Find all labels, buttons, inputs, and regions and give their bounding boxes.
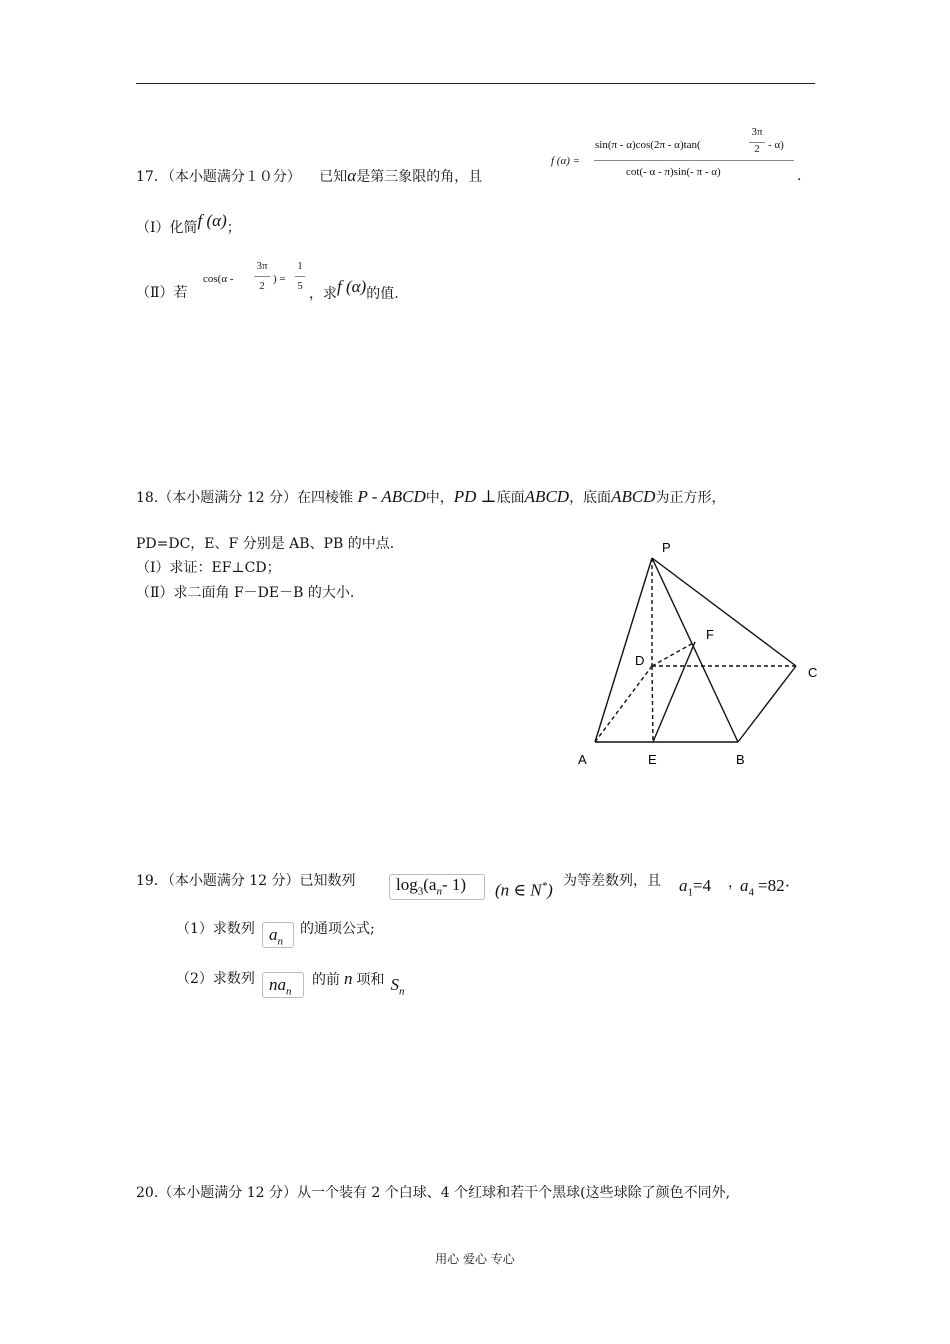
edge-BC [738,666,796,742]
edge-DF [652,642,695,666]
q19-nset: (n ∈ N*) [495,880,553,900]
edge-DE [652,666,653,742]
q17-part2-val-bottom: 5 [297,280,303,292]
label-E: E [648,752,657,767]
q17-part2-mid: ，求 [309,286,337,302]
q17-part2-val-top: 1 [297,260,303,272]
q19-a1: $a_1=4$ [679,876,712,899]
q19-t1: 为等差数列，且 [563,873,661,889]
question-20: 20.（本小题满分 12 分）从一个装有 2 个白球、4 个红球和若干个黑球(这些球除了颜色不同外, [136,1185,731,1201]
q17-period: . [797,168,802,184]
q17-part2: （Ⅱ）若 [136,285,188,301]
q17-part2-frac-bar [254,276,270,277]
label-D: D [635,653,645,668]
q17-num-frac-top: 3π [751,126,763,138]
q19-comma: ， [728,875,742,891]
pyramid-figure [560,530,840,780]
q19-part2-n: n [344,969,353,988]
label-F: F [706,627,714,642]
q17-part2-frac-bottom: 2 [259,280,265,292]
q18-part2: （Ⅱ）求二面角 F－DE－B 的大小. [136,585,355,601]
q17-part1-expr: f (α) [197,211,227,230]
q17-numerator-tail: - α) [768,139,784,151]
edge-EF [653,642,695,742]
q19-part2-seq: $na_n$ [269,975,292,998]
q19-number: 19．（本小题满分 12 分）已知数列 [136,873,356,889]
label-B: B [736,752,745,767]
q19-part2-label: （2）求数列 [176,971,255,987]
q17-numerator: sin(π - α)cos(2π - α)tan( [595,139,701,151]
q18-pd: PD ⊥ [453,487,497,506]
q17-part2-cos: cos(α - [203,273,234,285]
q18-part1: （Ⅰ）求证：EF⊥CD； [136,560,281,576]
edge-AD [595,666,652,742]
q17-part2-val-bar [295,276,305,277]
q17-part1: （Ⅰ）化简f (α)； [136,211,241,236]
q19-part1-end: 的通项公式; [300,921,375,937]
edge-PA [595,558,652,742]
q18-number: 18.（本小题满分 12 分）在四棱锥 [136,490,353,506]
q17-main-frac-bar [594,160,794,161]
q19-part1-seq: $a_n$ [269,925,283,948]
q18-line2: PD=DC，E、F 分别是 AB、PB 的中点. [136,536,395,552]
q17-alpha: α [347,166,357,185]
q17-number: 17．（本小题满分１０分） [136,169,301,185]
q18-abcd2: ABCD [611,487,656,506]
page-footer: 用心 爱心 专心 [435,1252,515,1266]
q17-f-alpha: f (α) = [551,155,581,167]
q19-log-expr: $\log_3(a_n-$ 1) [396,875,467,898]
q17-intro: 已知 [319,169,348,185]
q17-part2-frac-top: 3π [256,260,268,272]
edge-PC [652,558,796,666]
q17-mid: 是第三象限的角，且 [356,169,483,185]
q17-part2-eq: ) = [273,273,286,285]
label-P: P [662,540,671,555]
q19-part2-mid: 的前 [312,972,340,988]
q17-num-frac-bottom: 2 [754,143,760,155]
q19-part1-label: （1）求数列 [176,921,255,937]
q19-part2-S: $S_n$ [390,975,405,998]
label-C: C [808,665,818,680]
label-A: A [578,752,587,767]
q18-abcd1: ABCD [524,487,570,506]
q19-part2-mid2: 项和 [356,972,385,988]
header-rule [136,83,815,84]
q19-a4: $a_4 =82\cdot$ [740,876,791,899]
q17-part2-expr: f (α) [337,277,367,296]
q17-part2-end: 的值. [366,286,399,302]
q18-pyramid: P - ABCD [357,487,426,506]
q17-denominator: cot(- α - π)sin(- π - α) [626,166,721,178]
